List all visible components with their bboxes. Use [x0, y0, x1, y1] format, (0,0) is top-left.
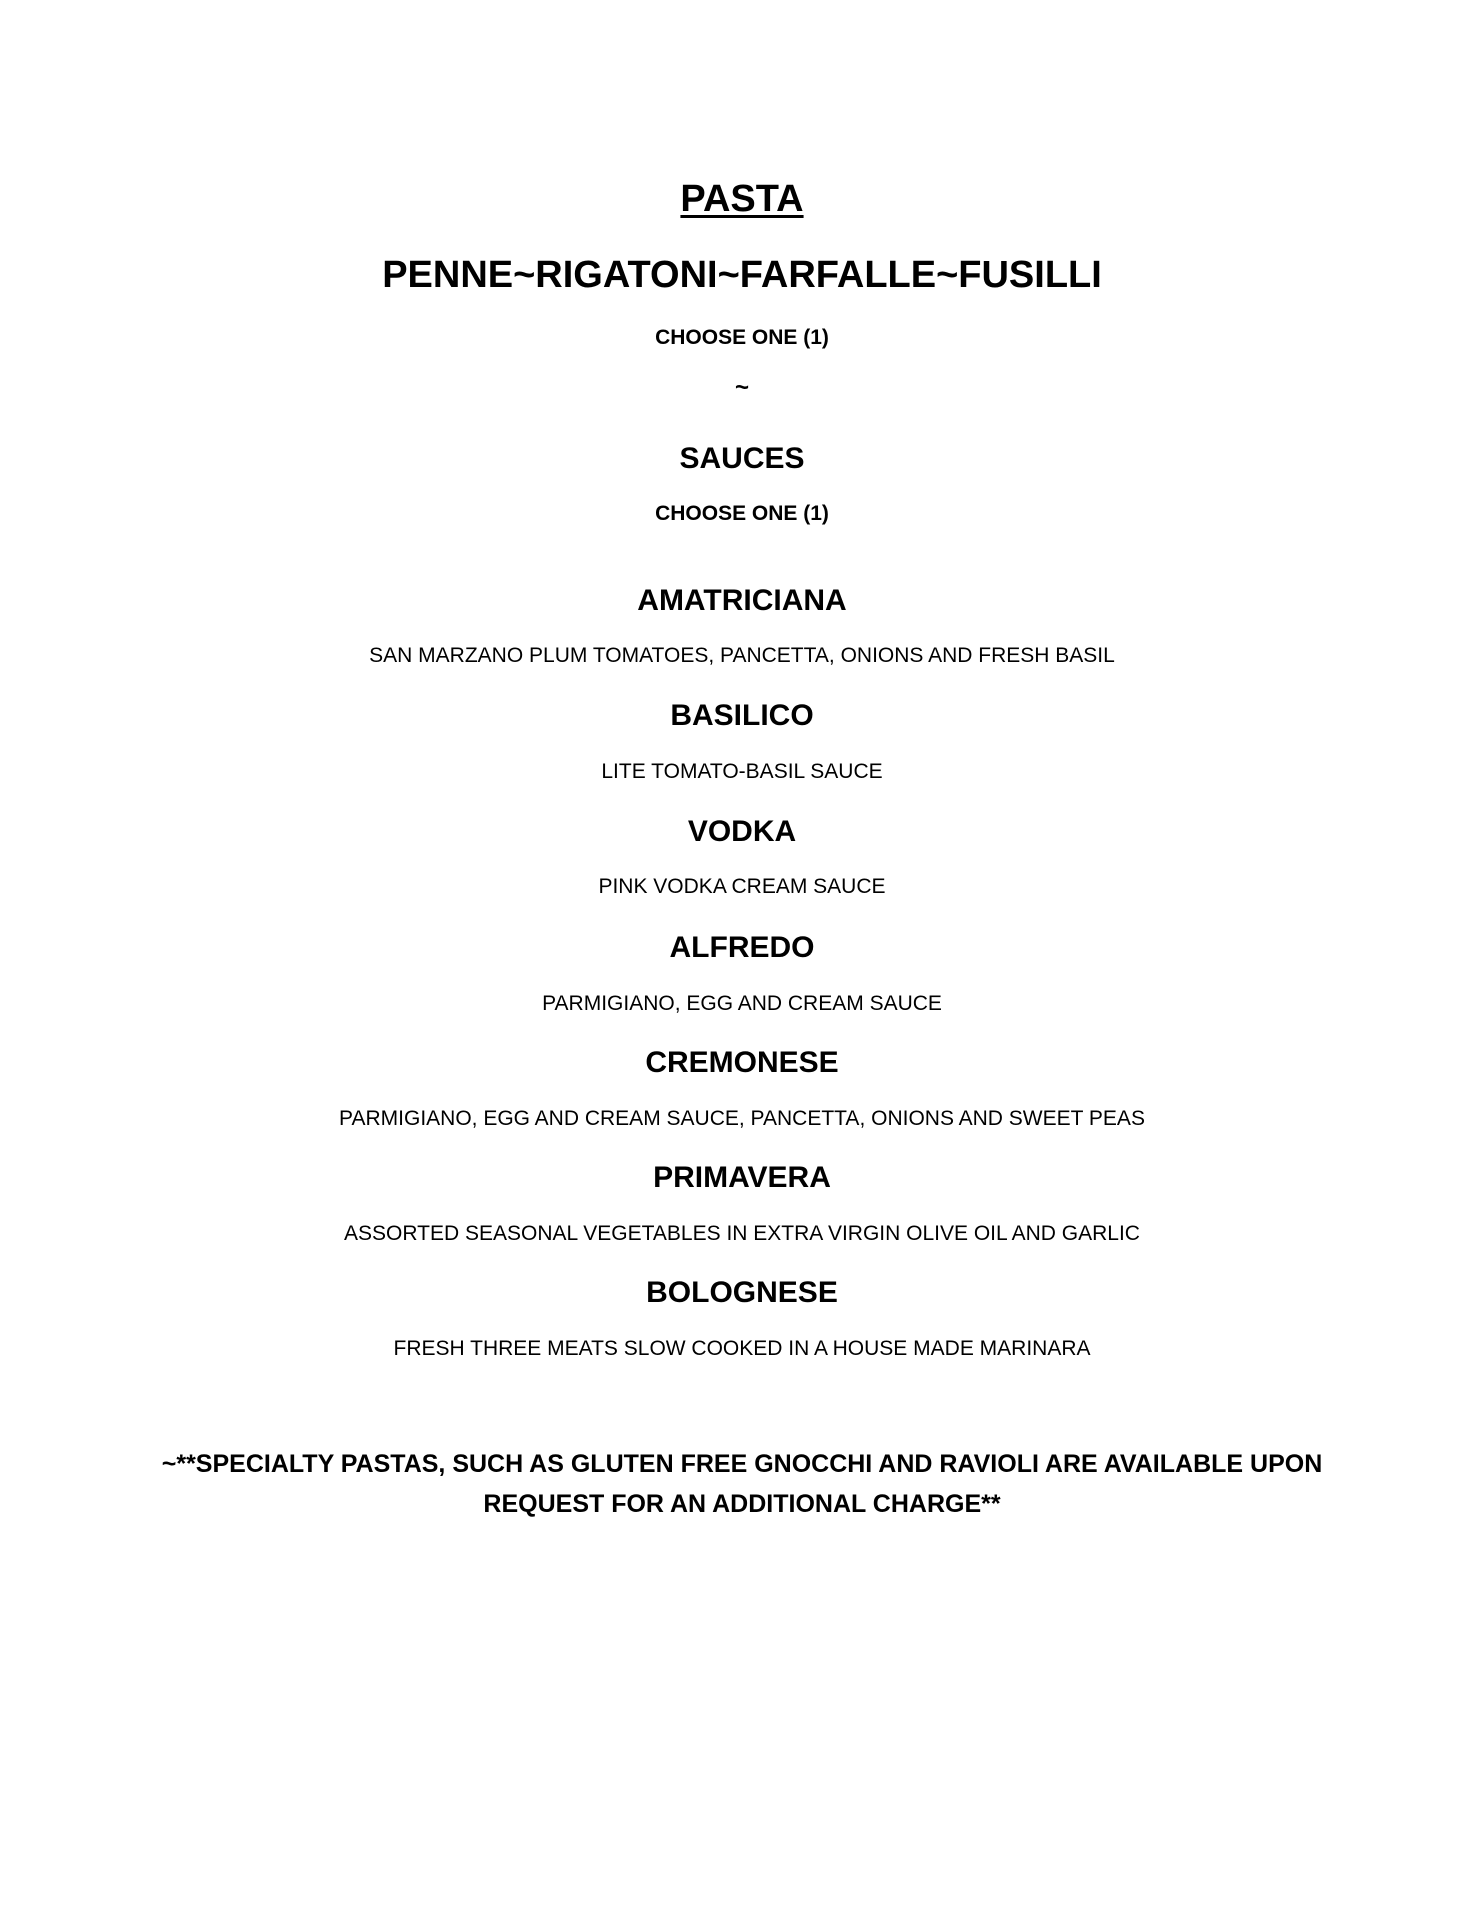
sauce-name: BOLOGNESE	[646, 1276, 838, 1309]
sauce-name: AMATRICIANA	[637, 584, 847, 617]
menu-title: PASTA	[680, 178, 804, 220]
section-separator: ~	[734, 374, 749, 401]
sauce-name: PRIMAVERA	[653, 1161, 831, 1194]
specialty-pasta-note: ~**SPECIALTY PASTAS, SUCH AS GLUTEN FREE GNOCCHI AND RAVIOLI ARE AVAILABLE UPON REQUEST FOR AN ADDITIONAL CHARGE**	[161, 1450, 1323, 1518]
sauce-description: PINK VODKA CREAM SAUCE	[598, 875, 886, 898]
sauce-description: FRESH THREE MEATS SLOW COOKED IN A HOUSE MADE MARINARA	[393, 1337, 1091, 1360]
sauce-description: SAN MARZANO PLUM TOMATOES, PANCETTA, ONIONS AND FRESH BASIL	[369, 644, 1115, 667]
pasta-shapes: PENNE~RIGATONI~FARFALLE~FUSILLI	[382, 254, 1102, 296]
sauces-heading: SAUCES	[679, 442, 805, 475]
sauce-description: ASSORTED SEASONAL VEGETABLES IN EXTRA VIRGIN OLIVE OIL AND GARLIC	[344, 1222, 1140, 1245]
sauce-name: BASILICO	[670, 699, 814, 732]
sauce-description: LITE TOMATO-BASIL SAUCE	[601, 760, 883, 783]
sauce-description: PARMIGIANO, EGG AND CREAM SAUCE, PANCETTA, ONIONS AND SWEET PEAS	[339, 1107, 1145, 1130]
pasta-choose-instruction: CHOOSE ONE (1)	[655, 326, 829, 349]
sauce-name: VODKA	[687, 815, 797, 848]
sauce-name: ALFREDO	[669, 931, 815, 964]
sauces-choose-instruction: CHOOSE ONE (1)	[655, 502, 829, 525]
sauce-description: PARMIGIANO, EGG AND CREAM SAUCE	[542, 992, 942, 1015]
sauce-name: CREMONESE	[645, 1046, 839, 1079]
